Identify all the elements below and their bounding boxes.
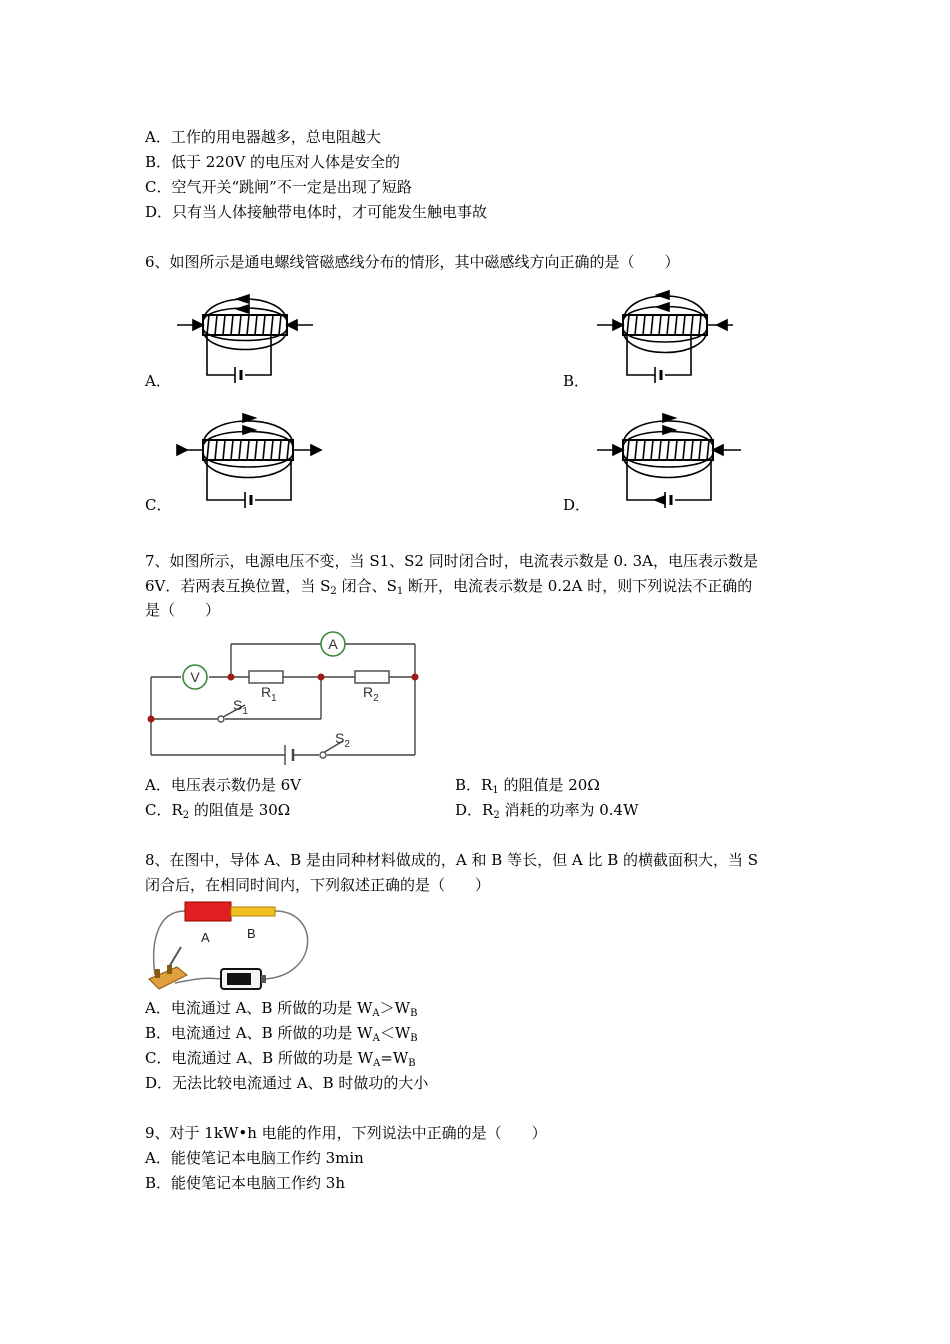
q8-option-c: C．电流通过 A、B 所做的功是 $W_A=W_B$ — [145, 1049, 416, 1069]
q8-stem-line1: 8、在图中，导体 A、B 是由同种材料做成的，A 和 B 等长，但 A 比 B 的横截面积大，当 S — [145, 851, 759, 869]
q5-option-b: B．低于 220V 的电压对人体是安全的 — [145, 153, 401, 171]
q8-option-b: B．电流通过 A、B 所做的功是 $W_A<W_B$ — [145, 1024, 418, 1044]
q9-stem: 9、对于 1kW•h 电能的作用，下列说法中正确的是（ ） — [145, 1124, 547, 1142]
q9-option-b: B．能使笔记本电脑工作约 3h — [145, 1174, 345, 1192]
q7-option-a: A．电压表示数仍是 6V — [145, 776, 301, 794]
q8-option-d: D．无法比较电流通过 A、B 时做功的大小 — [145, 1074, 429, 1092]
r1-label: $R_1$ — [261, 684, 277, 704]
q5-option-d: D．只有当人体接触带电体时，才可能发生触电事故 — [145, 203, 488, 221]
conductor-a-label: A — [201, 930, 210, 945]
q6-label-b: B． — [563, 372, 590, 390]
q7-stem-line2: 6V．若两表互换位置，当 $S_2$ 闭合、$S_1$ 断开，电流表示数是 0.2A 时，则下列说法不正确的 — [145, 577, 753, 597]
s2-label: $S_2$ — [335, 730, 350, 750]
circuit-diagram — [145, 625, 430, 760]
q7-stem-line3: 是（ ） — [145, 601, 221, 619]
q6-stem: 6、如图所示是通电螺线管磁感线分布的情形，其中磁感线方向正确的是（ ） — [145, 253, 680, 271]
q7-option-b: B．$R_1$ 的阻值是 20Ω — [455, 776, 600, 796]
solenoid-figure-d — [595, 410, 745, 510]
q6-label-c: C． — [145, 496, 172, 514]
voltmeter-label: V — [190, 669, 200, 685]
q8-stem-line2: 闭合后，在相同时间内，下列叙述正确的是（ ） — [145, 876, 491, 894]
q6-label-d: D． — [563, 496, 591, 514]
ammeter-label: A — [328, 636, 338, 652]
q7-option-c: C．$R_2$ 的阻值是 30Ω — [145, 801, 291, 821]
q9-option-a: A．能使笔记本电脑工作约 3min — [145, 1149, 364, 1167]
conductor-figure — [145, 897, 315, 997]
q5-option-c: C．空气开关“跳闸”不一定是出现了短路 — [145, 178, 412, 196]
solenoid-figure-b — [595, 285, 735, 385]
q7-stem-line1: 7、如图所示，电源电压不变，当 S1、S2 同时闭合时，电流表示数是 0. 3A，电压表示数是 — [145, 552, 758, 570]
solenoid-figure-a — [175, 285, 315, 385]
q7-option-d: D．$R_2$ 消耗的功率为 0.4W — [455, 801, 639, 821]
solenoid-figure-c — [175, 410, 325, 510]
conductor-b-label: B — [247, 926, 256, 941]
s1-label: $S_1$ — [233, 697, 248, 717]
q5-option-a: A．工作的用电器越多，总电阻越大 — [145, 128, 381, 146]
r2-label: $R_2$ — [363, 684, 379, 704]
q8-option-a: A．电流通过 A、B 所做的功是 $W_A>W_B$ — [145, 999, 418, 1019]
q6-label-a: A． — [145, 372, 171, 390]
